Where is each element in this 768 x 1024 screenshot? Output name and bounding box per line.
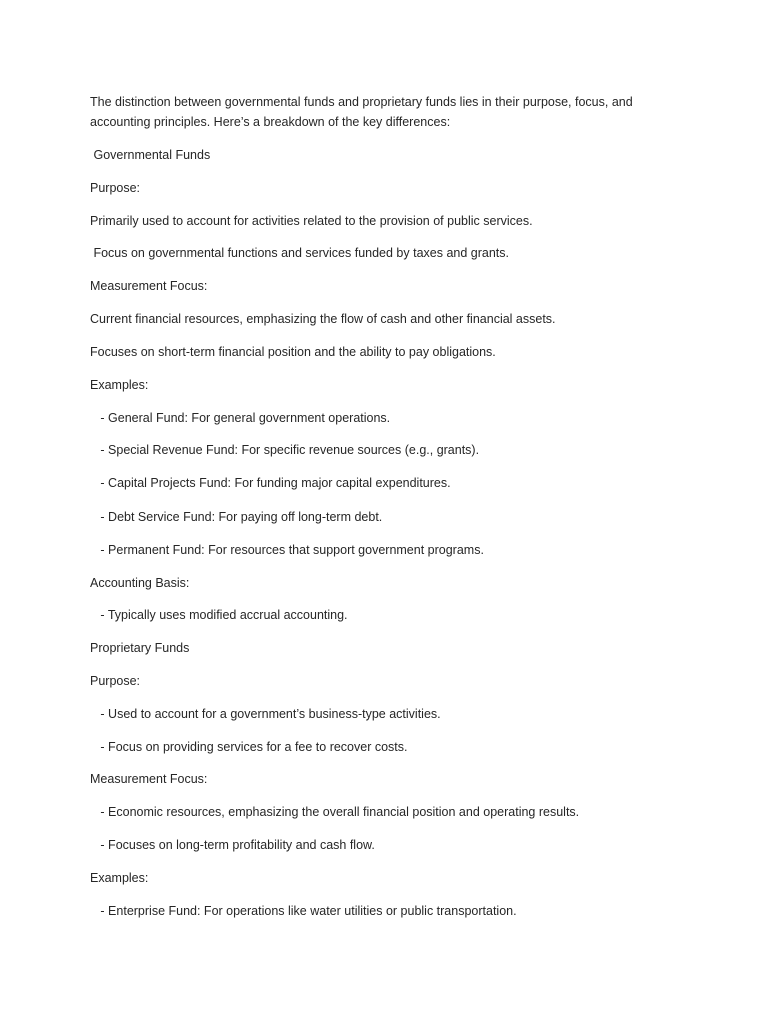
list-item: - Capital Projects Fund: For funding major capital expenditures.	[90, 476, 451, 490]
intro-paragraph: The distinction between governmental funds and proprietary funds lies in their purpose, focus, and accounting principles. Here’s a breakdown of the key differences:	[90, 95, 637, 129]
list-item: - Enterprise Fund: For operations like water utilities or public transportation.	[90, 904, 517, 918]
label-examples: Examples:	[90, 378, 149, 392]
list-item: - Focus on providing services for a fee to recover costs.	[90, 740, 408, 754]
text-line: Primarily used to account for activities related to the provision of public services.	[90, 214, 533, 228]
label-measurement-focus: Measurement Focus:	[90, 279, 208, 293]
list-item: - Debt Service Fund: For paying off long-term debt.	[90, 510, 383, 524]
label-examples: Examples:	[90, 871, 149, 885]
list-item: - Economic resources, emphasizing the overall financial position and operating results.	[90, 805, 580, 819]
label-measurement-focus: Measurement Focus:	[90, 772, 208, 786]
text-line: Focuses on short-term financial position and the ability to pay obligations.	[90, 345, 496, 359]
list-item: - Focuses on long-term profitability and cash flow.	[90, 838, 375, 852]
list-item: - General Fund: For general government operations.	[90, 411, 391, 425]
text-line: Current financial resources, emphasizing the flow of cash and other financial assets.	[90, 312, 556, 326]
list-item: - Used to account for a government’s business-type activities.	[90, 707, 441, 721]
list-item: - Special Revenue Fund: For specific revenue sources (e.g., grants).	[90, 443, 480, 457]
label-accounting-basis: Accounting Basis:	[90, 576, 190, 590]
label-purpose: Purpose:	[90, 181, 141, 195]
list-item: - Typically uses modified accrual accounting.	[90, 608, 348, 622]
label-purpose: Purpose:	[90, 674, 141, 688]
list-item: - Permanent Fund: For resources that support government programs.	[90, 543, 484, 557]
section-heading-governmental: Governmental Funds	[90, 148, 211, 162]
text-line: Focus on governmental functions and services funded by taxes and grants.	[90, 246, 509, 260]
section-heading-proprietary: Proprietary Funds	[90, 641, 190, 655]
